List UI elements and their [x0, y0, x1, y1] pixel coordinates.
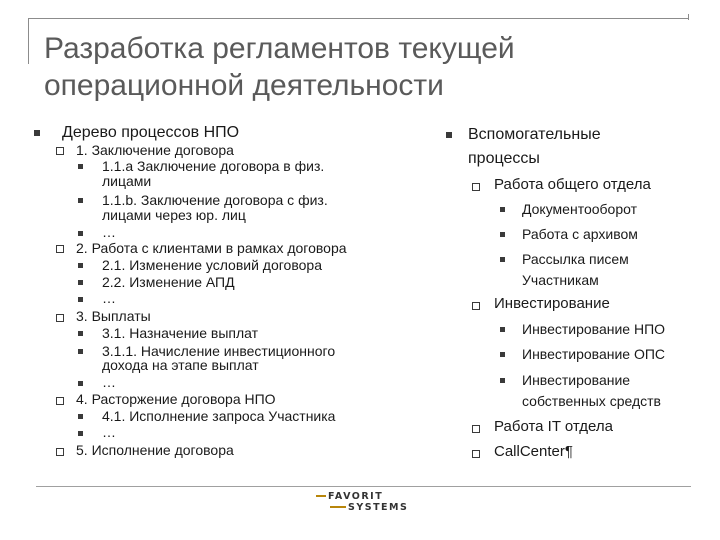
list-item: Инвестирование — [494, 295, 610, 312]
bullet-square-icon — [78, 414, 83, 419]
bullet-square-icon — [500, 352, 505, 357]
list-item: 3.1.1. Начисление инвестиционного — [102, 343, 336, 359]
list-item: Инвестирование НПО — [522, 321, 666, 337]
bullet-square-icon — [78, 231, 83, 236]
list-item: CallCenter¶ — [494, 443, 573, 460]
list-item: Рассылка писем — [522, 251, 629, 267]
list-item: … — [102, 374, 116, 390]
list-item: Работа общего отдела — [494, 176, 651, 193]
right-heading-line-2: процессы — [468, 150, 540, 167]
bullet-hollow-square-icon — [56, 147, 64, 155]
bullet-hollow-square-icon — [472, 425, 480, 433]
title-line-2: операционной деятельности — [44, 69, 444, 102]
bullet-square-icon — [78, 297, 83, 302]
list-item: дохода на этапе выплат — [102, 357, 259, 373]
bullet-square-icon — [34, 130, 40, 136]
bullet-square-icon — [78, 263, 83, 268]
bullet-square-icon — [500, 378, 505, 383]
bullet-hollow-square-icon — [472, 302, 480, 310]
bullet-square-icon — [500, 232, 505, 237]
bullet-hollow-square-icon — [472, 450, 480, 458]
logo-line-2: SYSTEMS — [348, 502, 409, 513]
bullet-square-icon — [78, 331, 83, 336]
list-item: … — [102, 424, 116, 440]
bullet-square-icon — [78, 164, 83, 169]
list-item: лицами — [102, 173, 152, 189]
list-item: … — [102, 224, 116, 240]
bullet-square-icon — [78, 431, 83, 436]
page-title — [44, 30, 664, 104]
list-item: собственных средств — [522, 393, 661, 409]
list-item: 2.1. Изменение условий договора — [102, 257, 322, 273]
list-item: Работа с архивом — [522, 226, 638, 242]
bullet-square-icon — [78, 349, 83, 354]
logo-stripe — [316, 495, 326, 497]
frame-left-line — [28, 18, 29, 64]
list-item: 5. Исполнение договора — [76, 442, 234, 458]
list-item: 1.1.a Заключение договора в физ. — [102, 158, 325, 174]
bullet-hollow-square-icon — [56, 397, 64, 405]
logo-line-1: FAVORIT — [328, 491, 384, 502]
favorit-systems-logo — [316, 491, 416, 517]
logo-stripe — [330, 506, 346, 508]
bullet-square-icon — [500, 327, 505, 332]
bullet-square-icon — [500, 257, 505, 262]
list-item: Инвестирование ОПС — [522, 346, 666, 362]
list-item: 4. Расторжение договора НПО — [76, 391, 276, 407]
left-heading: Дерево процессов НПО — [62, 124, 240, 141]
list-item: Документооборот — [522, 201, 638, 217]
list-item: лицами через юр. лиц — [102, 207, 246, 223]
frame-right-tick — [688, 14, 689, 20]
list-item: Участникам — [522, 272, 599, 288]
bullet-hollow-square-icon — [56, 448, 64, 456]
list-item: Инвестирование — [522, 372, 631, 388]
list-item: 2. Работа с клиентами в рамках договора — [76, 240, 347, 256]
list-item: 1.1.b. Заключение договора с физ. — [102, 192, 328, 208]
list-item: … — [102, 290, 116, 306]
bullet-hollow-square-icon — [472, 183, 480, 191]
bullet-square-icon — [78, 198, 83, 203]
list-item: 2.2. Изменение АПД — [102, 274, 235, 290]
title-line-1: Разработка регламентов текущей — [44, 32, 515, 65]
list-item: 4.1. Исполнение запроса Участника — [102, 408, 336, 424]
footer-line — [36, 486, 691, 487]
bullet-square-icon — [446, 132, 452, 138]
list-item: 3.1. Назначение выплат — [102, 325, 259, 341]
bullet-square-icon — [78, 381, 83, 386]
list-item: 1. Заключение договора — [76, 142, 234, 158]
list-item: 3. Выплаты — [76, 308, 151, 324]
bullet-hollow-square-icon — [56, 245, 64, 253]
bullet-hollow-square-icon — [56, 314, 64, 322]
bullet-square-icon — [500, 207, 505, 212]
bullet-square-icon — [78, 280, 83, 285]
right-heading-line-1: Вспомогательные — [468, 126, 601, 143]
list-item: Работа IT отдела — [494, 418, 613, 435]
frame-top-line — [28, 18, 688, 19]
